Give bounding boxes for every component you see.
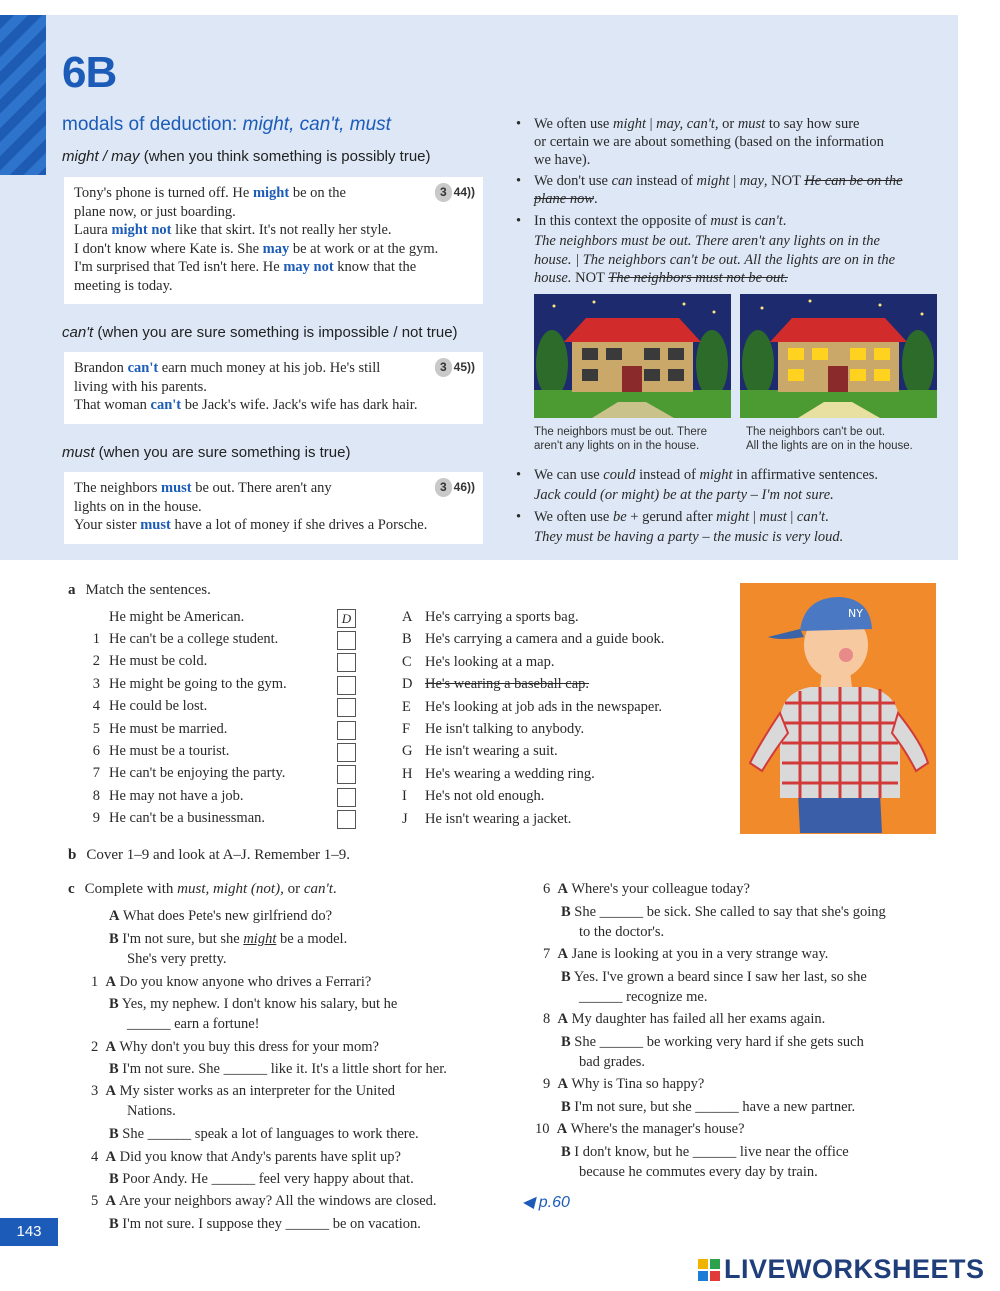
c-q2-b[interactable]: B I'm not sure. She ______ like it. It's a little short for her.: [109, 1061, 447, 1077]
note-example-could: Jack could (or might) be at the party – I'm not sure.: [534, 487, 834, 503]
c-q8-b[interactable]: B She ______ be working very hard if she gets such: [561, 1034, 864, 1050]
sentence-number: 8: [92, 787, 100, 804]
c-q7-a: 7 A Jane is looking at you in a very strange way.: [543, 946, 829, 962]
sentence-number: 2: [92, 653, 100, 670]
liveworksheets-logo-icon: [698, 1259, 720, 1281]
note-bullet-1: • We often use might | may, can't, or must to say how sure or certain we are about something (based on the information we have).: [516, 116, 884, 168]
c-q8-a: 8 A My daughter has failed all her exams again.: [543, 1011, 826, 1027]
note-bullet-2: • We don't use can instead of might | may, NOT He can be on the plane now.: [516, 173, 903, 207]
option-text: He's wearing a wedding ring.: [425, 765, 595, 782]
option-letter: J: [402, 810, 408, 827]
example-box-might: 3 44)) Tony's phone is turned off. He might be on the plane now, or just boarding. Laura might not like that skirt. It's not really her style. I don't know where Kate is. She may be at work or at the gym. I'm surprised that Ted isn't here. He may not know that the meeting is today.: [64, 177, 483, 304]
caption-dark-house: The neighbors must be out. There aren't any lights on in the house.: [534, 426, 708, 452]
answer-box[interactable]: [337, 698, 356, 717]
sentence-text: He must be married.: [109, 720, 228, 737]
sentence-text: He must be cold.: [109, 653, 208, 670]
sentence-text: He might be going to the gym.: [109, 675, 287, 692]
option-text: He's carrying a camera and a guide book.: [425, 631, 665, 648]
exercise-b-heading: b Cover 1–9 and look at A–J. Remember 1–9.: [68, 847, 351, 863]
c-q1-b: B Yes, my nephew. I don't know his salary, but he: [109, 996, 398, 1012]
sentence-text: He can't be enjoying the party.: [109, 765, 286, 782]
c-q3-b[interactable]: B She ______ speak a lot of languages to work there.: [109, 1126, 419, 1142]
option-text: He's wearing a baseball cap.: [425, 676, 590, 693]
option-letter: B: [402, 631, 412, 648]
option-text: He isn't wearing a suit.: [425, 743, 558, 760]
option-letter: C: [402, 653, 412, 670]
house-dark-picture: [534, 294, 731, 418]
c-q10-b-cont: because he commutes every day by train.: [579, 1164, 818, 1180]
note-example-gerund: They must be having a party – the music is very loud.: [534, 529, 844, 545]
back-link[interactable]: ◀ p.60: [522, 1194, 570, 1211]
c-example-b-cont: She's very pretty.: [127, 951, 227, 967]
option-letter: D: [402, 676, 413, 693]
answer-box[interactable]: [337, 765, 356, 784]
c-q2-a: 2 A Why don't you buy this dress for your mom?: [91, 1039, 379, 1055]
c-q9-a: 9 A Why is Tina so happy?: [543, 1076, 705, 1092]
option-text: He isn't wearing a jacket.: [425, 810, 572, 827]
c-q6-b[interactable]: B She ______ be sick. She called to say that she's going: [561, 904, 886, 920]
note-bullet-3: • In this context the opposite of must is can't.: [516, 213, 787, 229]
c-q6-b-cont: to the doctor's.: [579, 924, 665, 940]
c-q4-b[interactable]: B Poor Andy. He ______ feel very happy about that.: [109, 1171, 414, 1187]
sentence-number: 1: [92, 631, 100, 647]
audio-track[interactable]: 3 45)): [435, 358, 475, 377]
sentence-number: 9: [92, 810, 100, 827]
sentence-number: 4: [92, 698, 100, 715]
note-example-opposite: The neighbors must be out. There aren't any lights on in the house. | The neighbors can't be out. All the lights are on in the house. NOT The neighbors must not be out.: [534, 233, 896, 286]
section-head-cant: can't (when you are sure something is impossible / not true): [62, 324, 458, 341]
option-letter: I: [402, 788, 407, 805]
audio-track[interactable]: 3 44)): [435, 183, 475, 202]
c-q10-a: 10 A Where's the manager's house?: [535, 1121, 745, 1137]
c-q7-b-cont[interactable]: ______ recognize me.: [579, 989, 708, 1005]
answer-box-example: D: [337, 609, 356, 628]
option-letter: A: [402, 609, 413, 625]
exercise-a-heading: a Match the sentences.: [68, 582, 211, 598]
c-q6-a: 6 A Where's your colleague today?: [543, 881, 750, 897]
decorative-stripe: [0, 15, 46, 175]
example-box-must: 3 46)) The neighbors must be out. There aren't any lights on in the house. Your sister must have a lot of money if she drives a Porsche.: [64, 472, 483, 544]
sentence-text: He may not have a job.: [109, 787, 244, 804]
c-q8-b-cont: bad grades.: [579, 1054, 646, 1070]
answer-box[interactable]: [337, 788, 356, 807]
c-q1-b-cont[interactable]: ______ earn a fortune!: [127, 1016, 260, 1032]
option-letter: F: [402, 721, 411, 737]
option-text: He's looking at job ads in the newspaper.: [425, 698, 662, 715]
note-bullet-4: • We can use could instead of might in affirmative sentences.: [516, 467, 879, 483]
option-text: He's not old enough.: [425, 788, 545, 805]
answer-box[interactable]: [337, 743, 356, 762]
answer-box[interactable]: [337, 631, 356, 650]
sentence-text: He can't be a businessman.: [109, 810, 266, 827]
c-q9-b[interactable]: B I'm not sure, but she ______ have a new partner.: [561, 1099, 856, 1115]
option-text: He's carrying a sports bag.: [425, 609, 579, 625]
sentence-text: He must be a tourist.: [109, 743, 230, 759]
sentence-text: He can't be a college student.: [109, 631, 279, 647]
topic-title: modals of deduction: might, can't, must: [62, 114, 391, 135]
c-example-b: B I'm not sure, but she might be a model.: [109, 931, 348, 947]
brand-name: LIVEWORKSHEETS: [724, 1254, 985, 1284]
c-example-a: A What does Pete's new girlfriend do?: [109, 908, 333, 924]
example-box-cant: 3 45)) Brandon can't earn much money at his job. He's still living with his parents. That woman can't be Jack's wife. Jack's wife has dark hair.: [64, 352, 483, 424]
option-letter: E: [402, 698, 411, 715]
man-baseball-cap-picture: [740, 583, 936, 834]
section-head-must: must (when you are sure something is true): [62, 444, 351, 461]
exercise-c-heading: c Complete with must, might (not), or can't.: [68, 881, 337, 897]
sentence-number: 6: [92, 743, 100, 759]
section-head-might: might / may (when you think something is possibly true): [62, 148, 431, 165]
sentence-number: 5: [92, 720, 100, 737]
c-q7-b: B Yes. I've grown a beard since I saw her last, so she: [561, 969, 867, 985]
caption-lit-house: The neighbors can't be out. All the lights are on in the house.: [746, 426, 913, 452]
answer-box[interactable]: [337, 721, 356, 740]
option-letter: G: [402, 743, 413, 760]
arrow-left-icon: ◀: [522, 1194, 535, 1211]
option-text: He's looking at a map.: [425, 653, 555, 670]
c-q3-a-cont: Nations.: [127, 1103, 176, 1119]
c-q1-a: 1 A Do you know anyone who drives a Ferrari?: [91, 974, 372, 990]
audio-track[interactable]: 3 46)): [435, 478, 475, 497]
c-q10-b[interactable]: B I don't know, but he ______ live near the office: [561, 1144, 849, 1160]
c-q5-b[interactable]: B I'm not sure. I suppose they ______ be on vacation.: [109, 1216, 421, 1232]
option-text: He isn't talking to anybody.: [425, 721, 585, 737]
answer-box[interactable]: [337, 653, 356, 672]
page-number: 143: [0, 1218, 58, 1246]
answer-box[interactable]: [337, 676, 356, 695]
sentence-number: 3: [92, 675, 100, 692]
c-q3-a: 3 A My sister works as an interpreter for the United: [91, 1083, 396, 1099]
sentence-number: 7: [92, 765, 100, 782]
exercise-a-example: He might be American.: [109, 609, 245, 625]
sentence-text: He could be lost.: [109, 698, 208, 715]
unit-title: 6B: [62, 48, 117, 97]
house-lit-picture: [740, 294, 937, 418]
svg-text:NY: NY: [848, 607, 863, 620]
c-q5-a: 5 A Are your neighbors away? All the windows are closed.: [91, 1193, 437, 1209]
option-letter: H: [402, 765, 413, 782]
c-q4-a: 4 A Did you know that Andy's parents have split up?: [91, 1149, 401, 1165]
answer-box[interactable]: [337, 810, 356, 829]
note-bullet-5: • We often use be + gerund after might | must | can't.: [516, 509, 829, 525]
